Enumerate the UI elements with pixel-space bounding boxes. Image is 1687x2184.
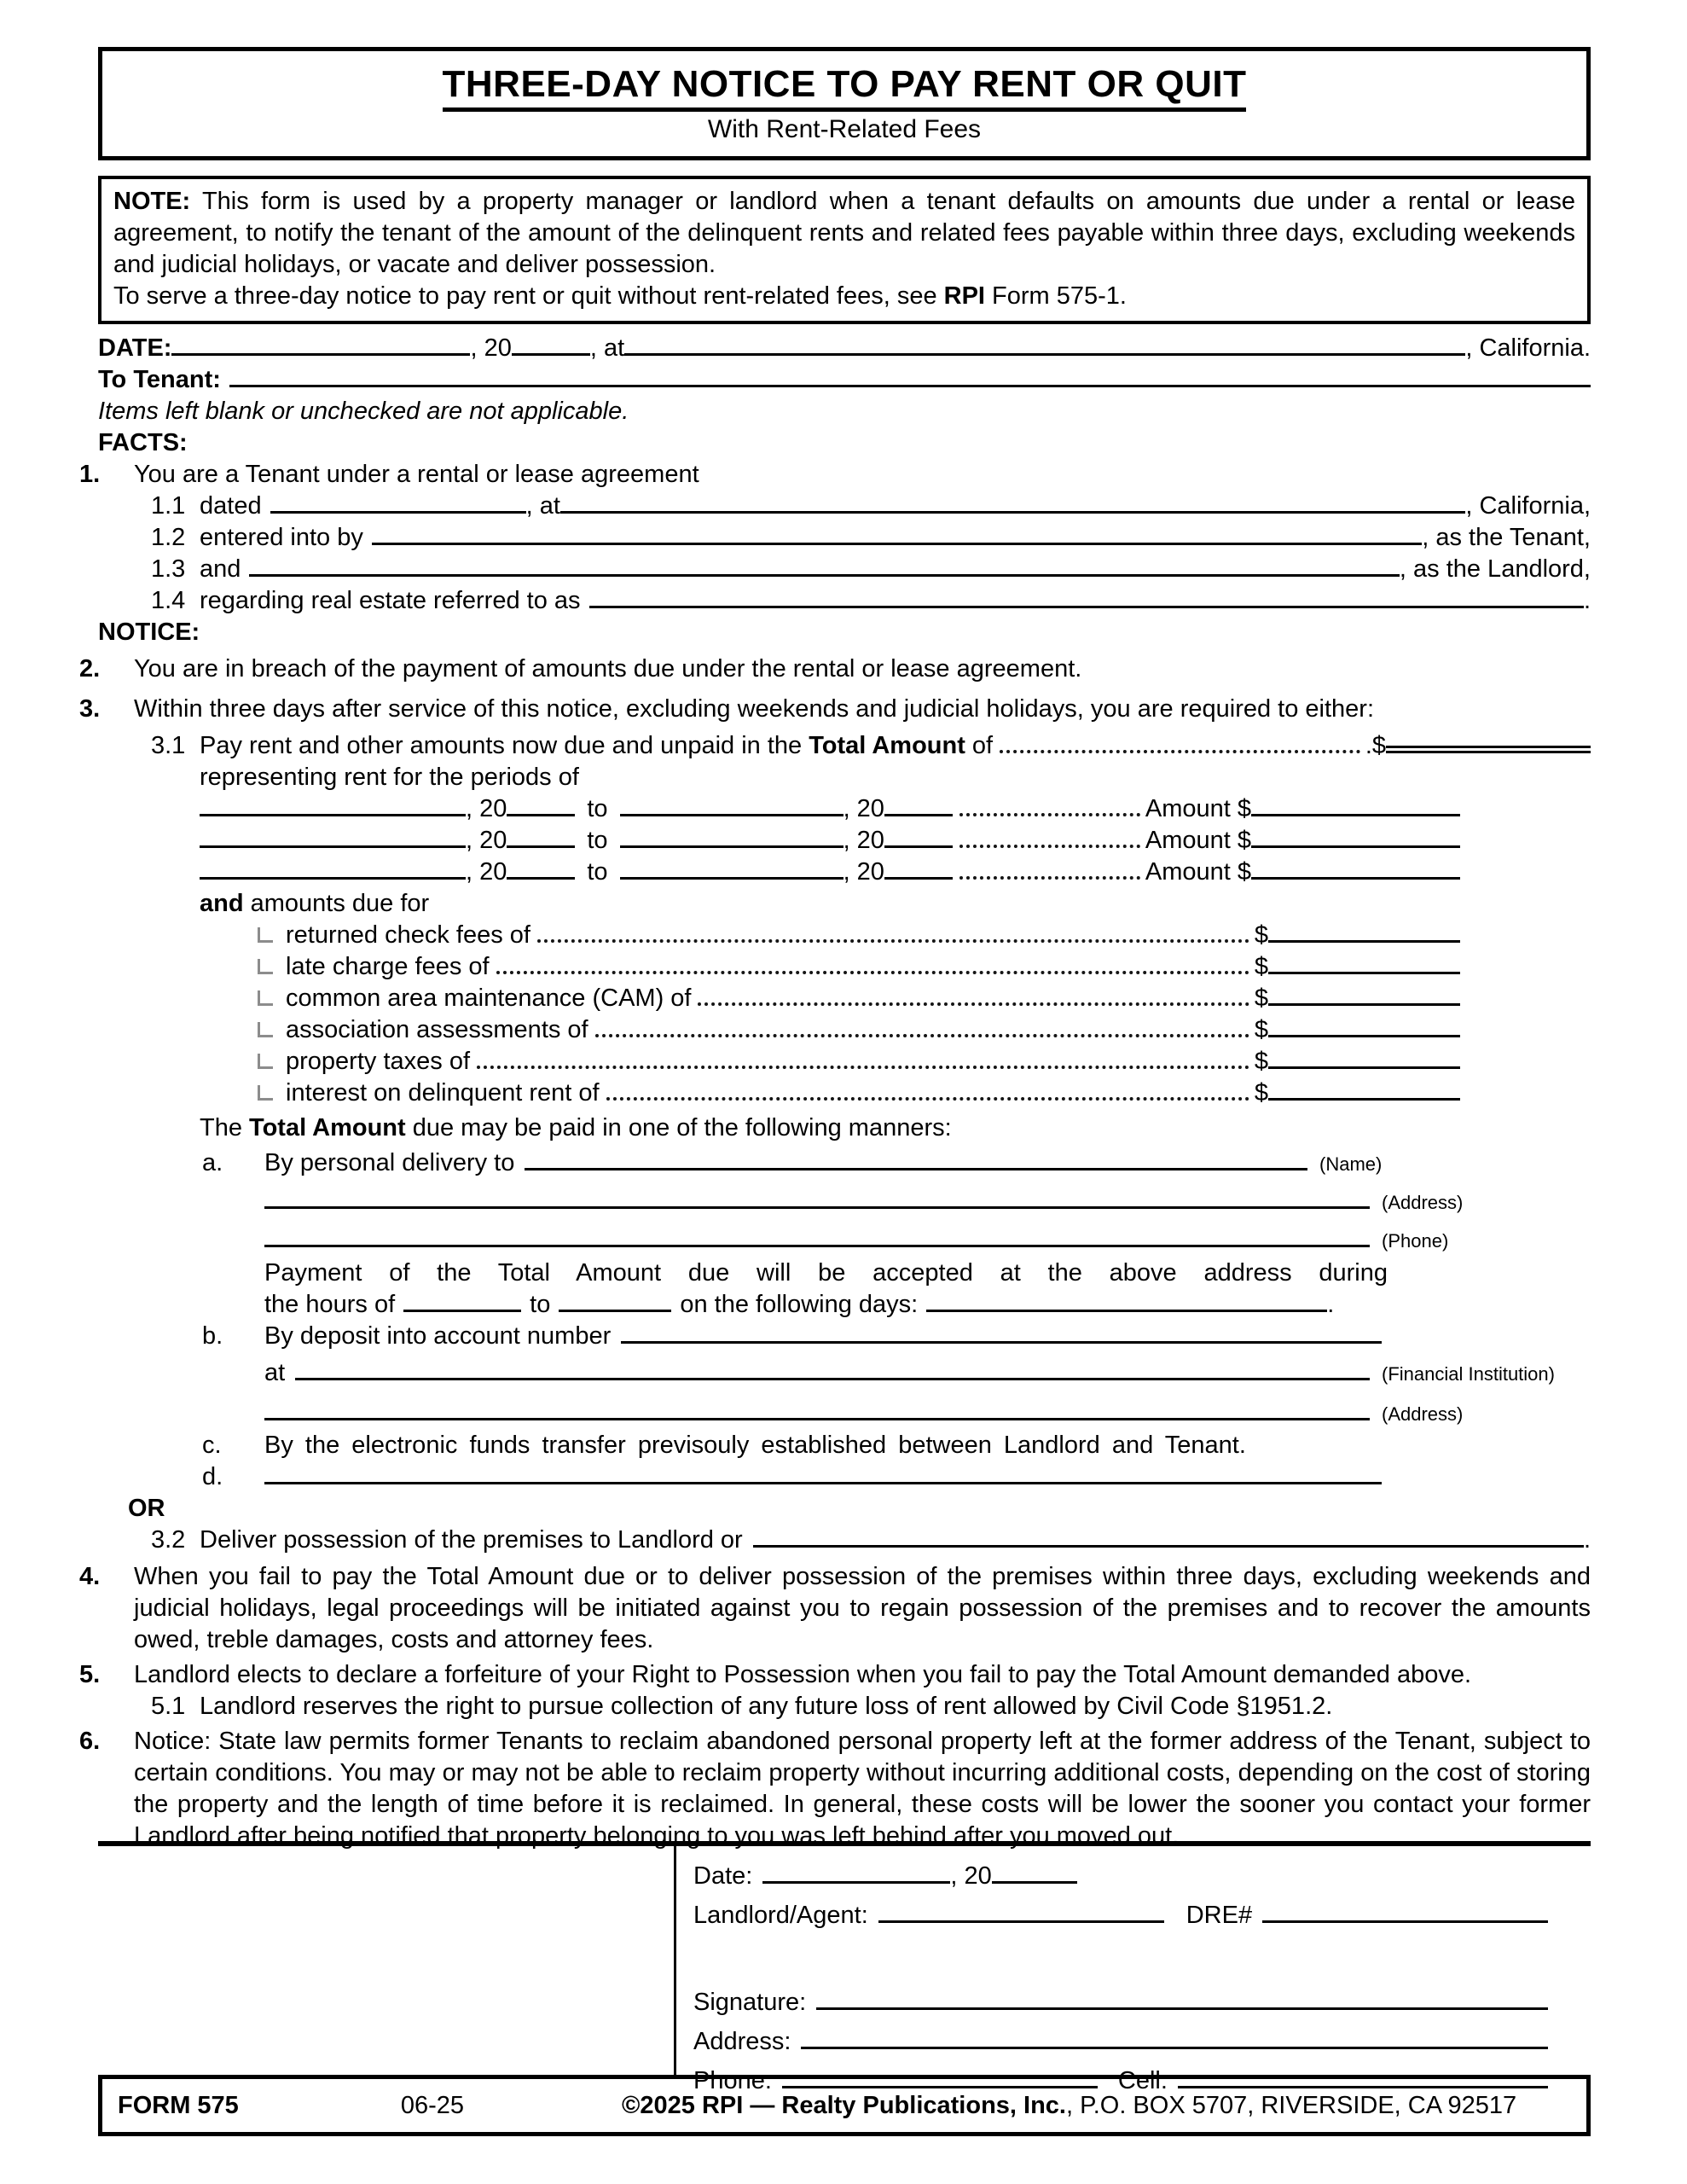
cam-amount-blank[interactable] <box>1268 1003 1460 1006</box>
notice-2: 2. You are in breach of the payment of amounts due under the rental or lease agreement. <box>79 655 1082 682</box>
sig-year-blank[interactable] <box>992 1881 1077 1884</box>
period-1-start-blank[interactable] <box>200 814 466 816</box>
or-label: OR <box>128 1495 165 1522</box>
property-taxes-amount-blank[interactable] <box>1268 1066 1460 1069</box>
rent-period-row-2: , 20 to , 20 Amount $ <box>200 825 1460 857</box>
days-blank[interactable] <box>926 1310 1327 1312</box>
period-2-start-year-blank[interactable] <box>507 845 575 848</box>
sig-phone-line: Phone: Cell: <box>693 2061 1548 2100</box>
period-3-end-blank[interactable] <box>620 877 844 880</box>
fact-1-2: 1.2 entered into by , as the Tenant, <box>151 524 1591 551</box>
facts-heading: FACTS: <box>98 429 188 456</box>
association-assessments-amount-blank[interactable] <box>1268 1035 1460 1037</box>
form-number: FORM 575 <box>118 2091 239 2119</box>
notice-4: 4. When you fail to pay the Total Amount due or to deliver possession of the premises within three days, excluding weekends and judicial holidays, legal proceedings will be initiated against you to regain possession of the premises and to recover the amounts owed, treble damages, costs and attorney fees. <box>79 1563 1591 1653</box>
returned-check-fees-amount-blank[interactable] <box>1268 940 1460 943</box>
copyright: ©2025 RPI — Realty Publications, Inc., P.O. BOX 5707, RIVERSIDE, CA 92517 <box>622 2091 1517 2119</box>
manner-c-line: c. By the electronic funds transfer previsouly established between Landlord and Tenant. <box>202 1432 1246 1459</box>
footer-bar <box>98 2075 1591 2136</box>
fee-row-association: association assessments of $ <box>258 1014 1460 1046</box>
sig-landlord-line: Landlord/Agent: DRE# <box>693 1896 1548 1935</box>
period-3-start-blank[interactable] <box>200 877 466 880</box>
financial-institution-line: at (Financial Institution) <box>264 1357 1591 1390</box>
manner-d-line: d. <box>202 1461 1591 1493</box>
tenant-line <box>98 364 1591 396</box>
dot-leader <box>496 971 1249 974</box>
address-label: (Address) <box>1382 1403 1464 1425</box>
period-3-end-year-blank[interactable] <box>884 877 953 880</box>
sig-signature-line: Signature: <box>693 1983 1548 2022</box>
agreement-city-blank[interactable] <box>560 511 1465 514</box>
sig-date-line: Date: , 20 <box>693 1856 1548 1896</box>
dot-leader <box>595 1034 1249 1037</box>
period-1-end-blank[interactable] <box>620 814 844 816</box>
signature-panel <box>674 1846 1591 2094</box>
landlord-agent-blank[interactable] <box>878 1920 1164 1923</box>
institution-address-line <box>264 1398 1591 1430</box>
period-1-amount-blank[interactable] <box>1251 814 1460 816</box>
rent-period-row-3: , 20 to , 20 Amount $ <box>200 857 1460 888</box>
manner-a-line: a. By personal delivery to (Name) <box>202 1147 1591 1180</box>
notice-heading: NOTICE: <box>98 619 200 646</box>
period-3-amount-blank[interactable] <box>1251 877 1460 880</box>
tenant-blank[interactable] <box>229 385 1591 387</box>
date-year-blank[interactable] <box>512 353 590 356</box>
address-label: (Address) <box>1382 1192 1464 1213</box>
delivery-address-line <box>264 1187 1591 1218</box>
financial-institution-blank[interactable] <box>295 1378 1370 1380</box>
period-1-end-year-blank[interactable] <box>884 814 953 816</box>
notice-6: 6. Notice: State law permits former Tenants to reclaim abandoned personal property left at the former address of the Tenant, subject to certain conditions. You may or may not be able to reclaim property without incurring additional costs, depending on the cost of storing the property and the length of time before it is reclaimed. In general, these costs will be lower the sooner you contact your former Landlord after being notified that property belonging to you was left behind after you moved out. <box>79 1728 1591 1850</box>
period-2-end-blank[interactable] <box>620 845 844 848</box>
signature-block <box>98 1841 1591 2094</box>
landlord-name-blank[interactable] <box>249 574 1400 577</box>
fee-row-property-taxes: property taxes of $ <box>258 1046 1460 1077</box>
delivery-address-blank[interactable] <box>264 1206 1370 1209</box>
payment-accepted-line: Payment of the Total Amount due will be accepted at the above address during <box>264 1259 1388 1287</box>
name-label: (Name) <box>1319 1153 1383 1175</box>
fact-1-3: 1.3 and , as the Landlord, <box>151 555 1591 583</box>
and-amounts-line: and amounts due for <box>200 890 430 917</box>
form-subtitle: With Rent-Related Fees <box>707 115 982 143</box>
period-2-amount-blank[interactable] <box>1251 845 1460 848</box>
note-serve-line: To serve a three-day notice to pay rent or quit without rent-related fees, see RPI Form 575-1. <box>113 282 1127 310</box>
period-2-end-year-blank[interactable] <box>884 845 953 848</box>
rent-period-row-1: , 20 to , 20 Amount $ <box>200 793 1460 825</box>
form-revision: 06-25 <box>400 2091 464 2119</box>
period-3-start-year-blank[interactable] <box>507 877 575 880</box>
notice-3-2: 3.2 Deliver possession of the premises to Landlord or . <box>151 1526 1591 1554</box>
notice-5: 5. Landlord elects to declare a forfeiture of your Right to Possession when you fail to pay the Total Amount demanded above. <box>79 1661 1472 1688</box>
dot-leader <box>698 1002 1249 1006</box>
manner-b-line: b. By deposit into account number <box>202 1321 1591 1352</box>
hours-line: the hours of to on the following days: . <box>264 1291 1335 1318</box>
checkbox-association-assessments[interactable] <box>258 1022 273 1037</box>
checkbox-late-charge-fees[interactable] <box>258 959 273 974</box>
fee-row-late-charge: late charge fees of $ <box>258 951 1460 983</box>
date-city-blank[interactable] <box>624 353 1465 356</box>
sig-date-blank[interactable] <box>762 1881 950 1884</box>
dot-leader <box>477 1066 1249 1069</box>
manner-d-blank[interactable] <box>264 1482 1382 1484</box>
date-line: DATE: , 20 , at , California. <box>98 333 1591 364</box>
sig-address-blank[interactable] <box>801 2047 1548 2049</box>
dot-leader <box>537 939 1249 943</box>
sig-address-line: Address: <box>693 2022 1548 2061</box>
notice-3-1: 3.1 Pay rent and other amounts now due and unpaid in the Total Amount of .$ <box>151 730 1591 762</box>
dot-leader <box>959 876 1140 880</box>
tenant-label: To Tenant: <box>98 366 221 393</box>
fact-1-1: 1.1 dated , at , California, <box>151 492 1591 520</box>
account-number-blank[interactable] <box>621 1341 1382 1344</box>
checkbox-property-taxes[interactable] <box>258 1054 273 1069</box>
form-title: THREE-DAY NOTICE TO PAY RENT OR QUIT <box>443 63 1247 112</box>
checkbox-returned-check-fees[interactable] <box>258 927 273 943</box>
signature-blank[interactable] <box>816 2007 1548 2010</box>
fact-1: 1. You are a Tenant under a rental or lease agreement <box>79 461 699 488</box>
period-1-start-year-blank[interactable] <box>507 814 575 816</box>
note-body: NOTE: This form is used by a property manager or landlord when a tenant defaults on amounts due under a rental or lease agreement, to notify the tenant of the amount of the delinquent rents and related fees payable within three days, excluding weekends and judicial holidays, or vacate and deliver possession. <box>113 188 1575 278</box>
tenant-name-blank[interactable] <box>372 543 1422 545</box>
items-blank-note: Items left blank or unchecked are not applicable. <box>98 398 629 425</box>
possession-delivery-blank[interactable] <box>753 1545 1584 1548</box>
note-label: NOTE: <box>113 188 191 215</box>
institution-address-blank[interactable] <box>264 1418 1370 1420</box>
date-label: DATE: <box>98 334 172 362</box>
fee-row-interest: interest on delinquent rent of $ <box>258 1077 1460 1109</box>
dot-leader <box>959 813 1140 816</box>
period-2-start-blank[interactable] <box>200 845 466 848</box>
fact-1-4: 1.4 regarding real estate referred to as . <box>151 587 1591 614</box>
notice-3: 3. Within three days after service of this notice, excluding weekends and judicial holidays, you are required to either: <box>79 695 1375 723</box>
hours-to-blank[interactable] <box>559 1310 671 1312</box>
delivery-name-blank[interactable] <box>525 1168 1307 1170</box>
dot-leader <box>606 1097 1249 1101</box>
date-blank[interactable] <box>171 353 470 356</box>
fee-row-returned-check: returned check fees of $ <box>258 920 1460 951</box>
checkbox-interest-delinquent-rent[interactable] <box>258 1085 273 1101</box>
hours-from-blank[interactable] <box>403 1310 521 1312</box>
note-box <box>98 176 1591 324</box>
delivery-phone-line <box>264 1225 1591 1257</box>
phone-label: (Phone) <box>1382 1230 1449 1252</box>
representing-line: representing rent for the periods of <box>200 764 579 791</box>
delivery-phone-blank[interactable] <box>264 1245 1370 1247</box>
dre-number-blank[interactable] <box>1262 1920 1548 1923</box>
notice-5-1: 5.1 Landlord reserves the right to pursue collection of any future loss of rent allowed by Civil Code §1951.2. <box>151 1693 1333 1720</box>
manner-line: The Total Amount due may be paid in one of the following manners: <box>200 1114 952 1141</box>
interest-delinquent-rent-amount-blank[interactable] <box>1268 1098 1460 1101</box>
fee-row-cam: common area maintenance (CAM) of $ <box>258 983 1460 1014</box>
real-estate-blank[interactable] <box>589 606 1584 608</box>
agreement-date-blank[interactable] <box>270 511 526 514</box>
late-charge-fees-amount-blank[interactable] <box>1268 972 1460 974</box>
dot-leader <box>959 845 1140 848</box>
financial-institution-label: (Financial Institution) <box>1382 1363 1555 1385</box>
total-amount-blank[interactable] <box>1386 746 1591 753</box>
title-box <box>98 47 1591 160</box>
dot-leader <box>1000 750 1360 753</box>
checkbox-cam[interactable] <box>258 990 273 1006</box>
